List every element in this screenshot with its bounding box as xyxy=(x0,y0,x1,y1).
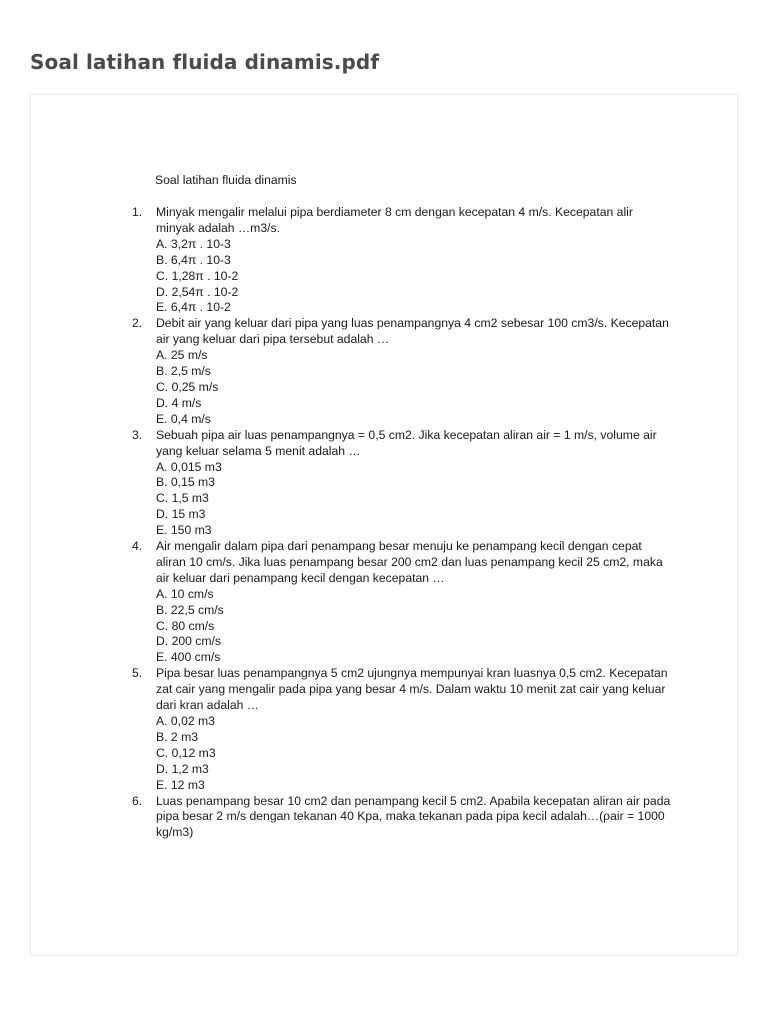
answer-option: B. 22,5 cm/s xyxy=(156,602,224,617)
answer-options xyxy=(156,714,672,794)
answer-option: A. 0,015 m3 xyxy=(156,459,222,474)
page-heading: Soal latihan fluida dinamis xyxy=(155,173,297,187)
answer-option: B. 2,5 m/s xyxy=(156,364,211,379)
answer-option: C. 0,12 m3 xyxy=(156,745,216,760)
question-text: Luas penampang besar 10 cm2 dan penampang kecil 5 cm2. Apabila kecepatan aliran air pada pipa besar 2 m/s dengan tekanan 40 Kpa, maka tekanan pada pipa kecil adalah…(ρair = 1000 kg/m3) xyxy=(156,793,671,840)
answer-options xyxy=(156,587,672,667)
question-item xyxy=(132,428,672,539)
answer-option: E. 400 cm/s xyxy=(156,650,221,665)
answer-option: D. 15 m3 xyxy=(156,507,206,522)
question-number: 1. xyxy=(132,205,143,219)
answer-options xyxy=(156,237,672,317)
question-number: 3. xyxy=(132,427,143,442)
answer-option: A. 25 m/s xyxy=(156,348,208,363)
answer-option: C. 1,5 m3 xyxy=(156,491,209,506)
question-text: Minyak mengalir melalui pipa berdiameter 8 cm dengan kecepatan 4 m/s. Kecepatan alir minyak adalah …m3/s. xyxy=(156,205,633,235)
answer-option: E. 0,4 m/s xyxy=(156,411,211,426)
answer-options xyxy=(156,460,672,540)
answer-option: C. 80 cm/s xyxy=(156,618,215,633)
question-item xyxy=(132,316,672,427)
answer-option: C. 0,25 m/s xyxy=(156,379,219,394)
question-list xyxy=(132,205,672,841)
question-item xyxy=(132,205,672,316)
document-title-header: Soal latihan fluida dinamis.pdf xyxy=(30,50,380,74)
answer-option: B. 2 m3 xyxy=(156,729,198,744)
question-item xyxy=(132,666,672,793)
answer-option: E. 150 m3 xyxy=(156,523,212,538)
pdf-page[interactable] xyxy=(30,94,738,956)
question-number: 4. xyxy=(132,539,143,554)
question-number: 6. xyxy=(132,793,143,808)
answer-option: D. 4 m/s xyxy=(156,395,202,410)
answer-option: E. 6,4π . 10-2 xyxy=(156,300,231,315)
answer-options xyxy=(156,348,672,428)
answer-option: A. 10 cm/s xyxy=(156,586,214,601)
answer-option: D. 2,54π . 10-2 xyxy=(156,284,239,299)
question-number: 2. xyxy=(132,316,143,331)
question-text: Sebuah pipa air luas penampangnya = 0,5 cm2. Jika kecepatan aliran air = 1 m/s, volume air yang keluar selama 5 menit adalah … xyxy=(156,427,657,458)
answer-option: C. 1,28π . 10-2 xyxy=(156,268,239,283)
question-item xyxy=(132,539,672,666)
question-item xyxy=(132,794,672,842)
question-text: Pipa besar luas penampangnya 5 cm2 ujungnya mempunyai kran luasnya 0,5 cm2. Kecepatan zat cair yang mengalir pada pipa yang besar 4 m/s. Dalam waktu 10 menit zat cair yang keluar dari kran adalah … xyxy=(156,666,668,713)
answer-option: E. 12 m3 xyxy=(156,777,205,792)
question-text: Debit air yang keluar dari pipa yang luas penampangnya 4 cm2 sebesar 100 cm3/s. Kecepatan air yang keluar dari pipa tersebut adalah … xyxy=(156,316,669,347)
answer-option: B. 0,15 m3 xyxy=(156,475,215,490)
answer-option: D. 200 cm/s xyxy=(156,634,222,649)
answer-option: D. 1,2 m3 xyxy=(156,761,209,776)
answer-option: A. 0,02 m3 xyxy=(156,714,215,728)
answer-option: B. 6,4π . 10-3 xyxy=(156,252,231,267)
question-text: Air mengalir dalam pipa dari penampang besar menuju ke penampang kecil dengan cepat aliran 10 cm/s. Jika luas penampang besar 200 cm2 dan luas penampang kecil 25 cm2, maka air keluar dari penampang kecil dengan kecepatan … xyxy=(156,539,663,585)
answer-option: A. 3,2π . 10-3 xyxy=(156,236,231,251)
question-number: 5. xyxy=(132,666,143,681)
